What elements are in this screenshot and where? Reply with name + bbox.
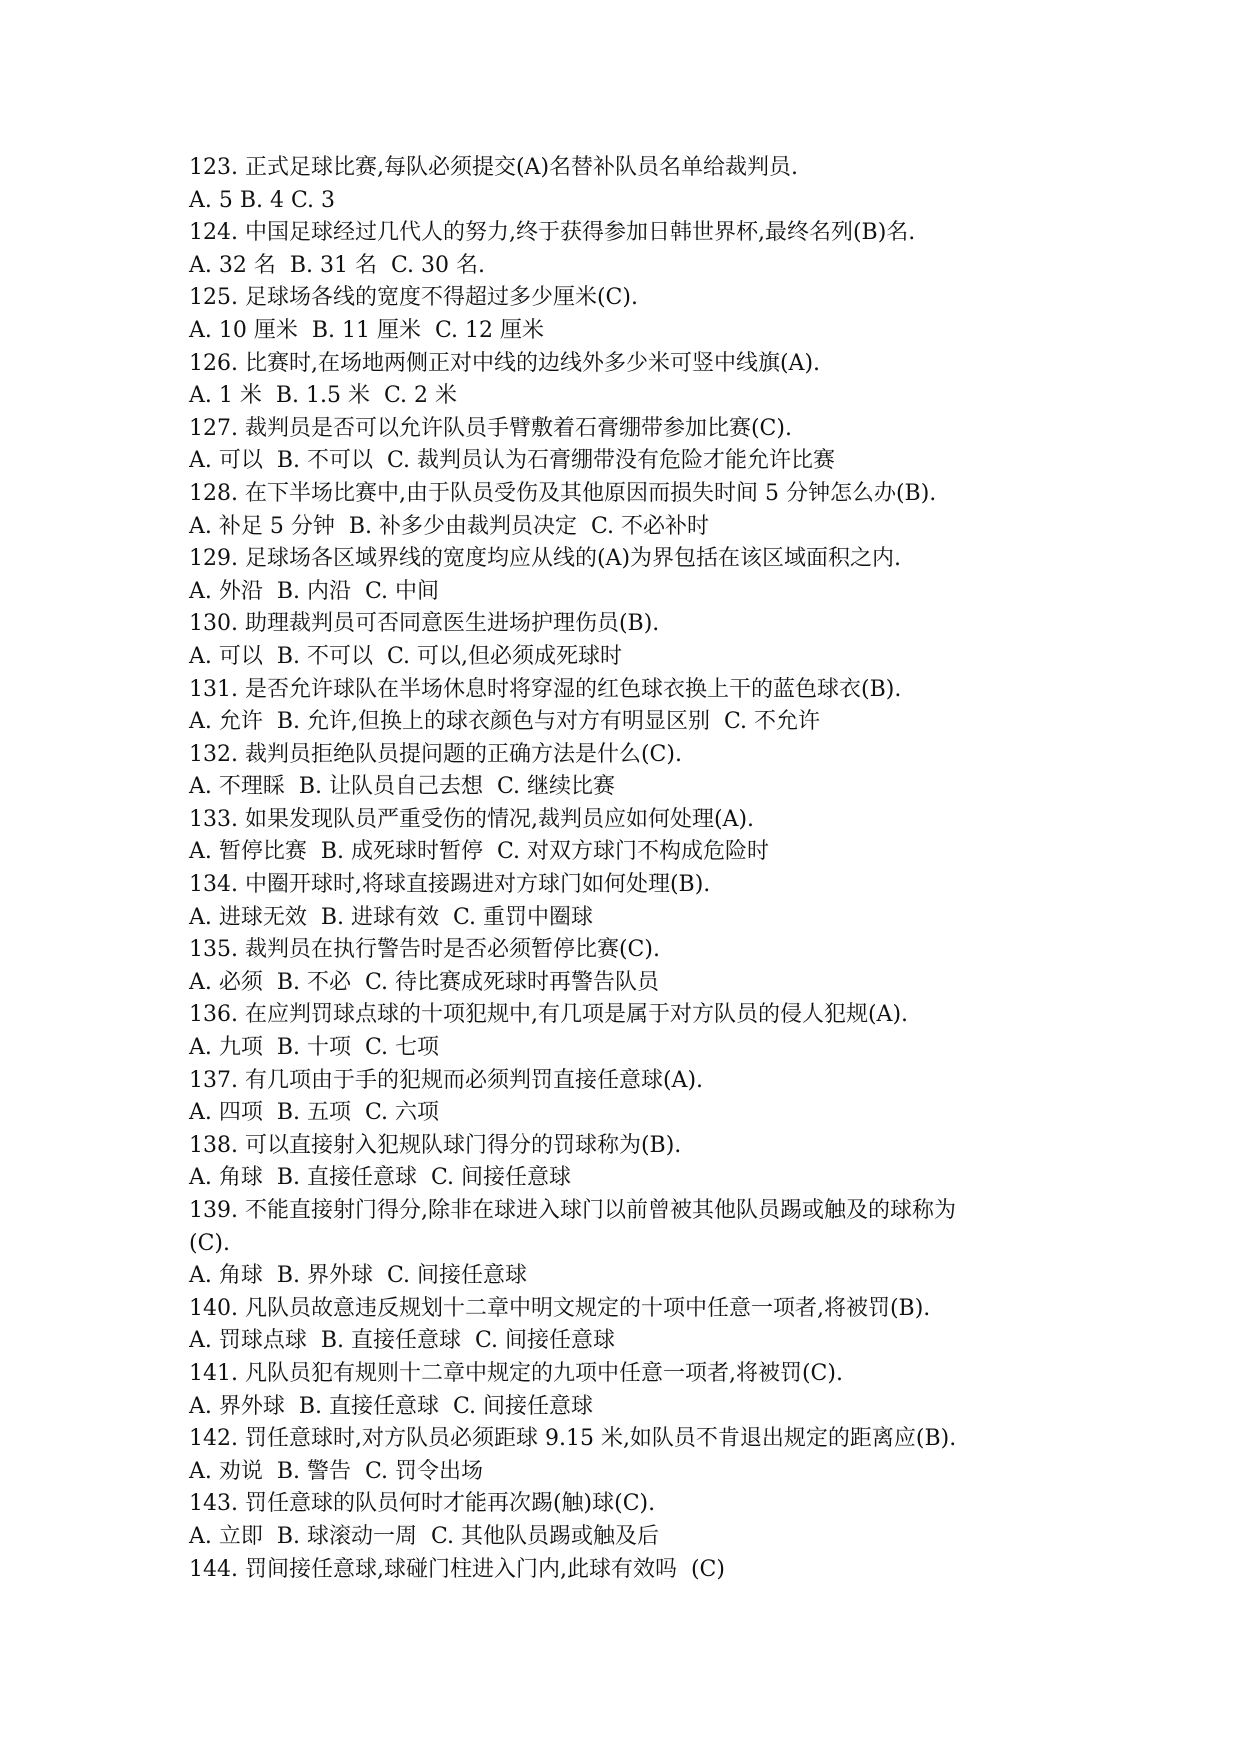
options-125: A. 10 厘米 B. 11 厘米 C. 12 厘米 <box>189 317 544 343</box>
question-144: 144. 罚间接任意球,球碰门柱进入门内,此球有效吗 (C) <box>189 1556 725 1582</box>
question-129: 129. 足球场各区域界线的宽度均应从线的(A)为界包括在该区域面积之内. <box>189 546 902 572</box>
options-132: A. 不理睬 B. 让队员自己去想 C. 继续比赛 <box>189 774 616 800</box>
question-124: 124. 中国足球经过几代人的努力,终于获得参加日韩世界杯,最终名列(B)名. <box>189 220 916 246</box>
question-142: 142. 罚任意球时,对方队员必须距球 9.15 米,如队员不肯退出规定的距离应(B). <box>189 1426 957 1452</box>
options-139: A. 角球 B. 界外球 C. 间接任意球 <box>189 1263 528 1289</box>
question-128: 128. 在下半场比赛中,由于队员受伤及其他原因而损失时间 5 分钟怎么办(B). <box>189 480 937 506</box>
options-126: A. 1 米 B. 1.5 米 C. 2 米 <box>189 383 457 409</box>
question-127: 127. 裁判员是否可以允许队员手臂敷着石膏绷带参加比赛(C). <box>189 415 792 441</box>
question-139-continued: (C). <box>189 1230 230 1256</box>
options-142: A. 劝说 B. 警告 C. 罚令出场 <box>189 1458 484 1484</box>
options-130: A. 可以 B. 不可以 C. 可以,但必须成死球时 <box>189 643 623 669</box>
question-126: 126. 比赛时,在场地两侧正对中线的边线外多少米可竖中线旗(A). <box>189 350 821 376</box>
question-138: 138. 可以直接射入犯规队球门得分的罚球称为(B). <box>189 1132 682 1158</box>
options-124: A. 32 名 B. 31 名 C. 30 名. <box>189 252 485 278</box>
question-130: 130. 助理裁判员可否同意医生进场护理伤员(B). <box>189 611 660 637</box>
options-140: A. 罚球点球 B. 直接任意球 C. 间接任意球 <box>189 1328 616 1354</box>
question-132: 132. 裁判员拒绝队员提问题的正确方法是什么(C). <box>189 741 682 767</box>
options-135: A. 必须 B. 不必 C. 待比赛成死球时再警告队员 <box>189 969 660 995</box>
options-138: A. 角球 B. 直接任意球 C. 间接任意球 <box>189 1165 572 1191</box>
question-133: 133. 如果发现队员严重受伤的情况,裁判员应如何处理(A). <box>189 806 755 832</box>
options-136: A. 九项 B. 十项 C. 七项 <box>189 1035 440 1061</box>
question-137: 137. 有几项由于手的犯规而必须判罚直接任意球(A). <box>189 1067 704 1093</box>
question-131: 131. 是否允许球队在半场休息时将穿湿的红色球衣换上干的蓝色球衣(B). <box>189 676 902 702</box>
question-134: 134. 中圈开球时,将球直接踢进对方球门如何处理(B). <box>189 872 711 898</box>
options-137: A. 四项 B. 五项 C. 六项 <box>189 1100 440 1126</box>
options-131: A. 允许 B. 允许,但换上的球衣颜色与对方有明显区别 C. 不允许 <box>189 709 821 735</box>
question-125: 125. 足球场各线的宽度不得超过多少厘米(C). <box>189 285 638 311</box>
question-140: 140. 凡队员故意违反规划十二章中明文规定的十项中任意一项者,将被罚(B). <box>189 1295 931 1321</box>
options-141: A. 界外球 B. 直接任意球 C. 间接任意球 <box>189 1393 594 1419</box>
question-143: 143. 罚任意球的队员何时才能再次踢(触)球(C). <box>189 1491 656 1517</box>
options-123: A. 5 B. 4 C. 3 <box>189 187 336 213</box>
options-133: A. 暂停比赛 B. 成死球时暂停 C. 对双方球门不构成危险时 <box>189 839 770 865</box>
options-127: A. 可以 B. 不可以 C. 裁判员认为石膏绷带没有危险才能允许比赛 <box>189 448 836 474</box>
question-136: 136. 在应判罚球点球的十项犯规中,有几项是属于对方队员的侵人犯规(A). <box>189 1002 909 1028</box>
options-129: A. 外沿 B. 内沿 C. 中间 <box>189 578 440 604</box>
question-123: 123. 正式足球比赛,每队必须提交(A)名替补队员名单给裁判员. <box>189 155 799 180</box>
options-128: A. 补足 5 分钟 B. 补多少由裁判员决定 C. 不必补时 <box>189 513 710 539</box>
document-body <box>189 152 1069 1586</box>
options-143: A. 立即 B. 球滚动一周 C. 其他队员踢或触及后 <box>189 1523 660 1549</box>
question-139: 139. 不能直接射门得分,除非在球进入球门以前曾被其他队员踢或触及的球称为 <box>189 1198 956 1223</box>
question-141: 141. 凡队员犯有规则十二章中规定的九项中任意一项者,将被罚(C). <box>189 1360 843 1386</box>
options-134: A. 进球无效 B. 进球有效 C. 重罚中圈球 <box>189 904 594 930</box>
question-135: 135. 裁判员在执行警告时是否必须暂停比赛(C). <box>189 937 660 963</box>
